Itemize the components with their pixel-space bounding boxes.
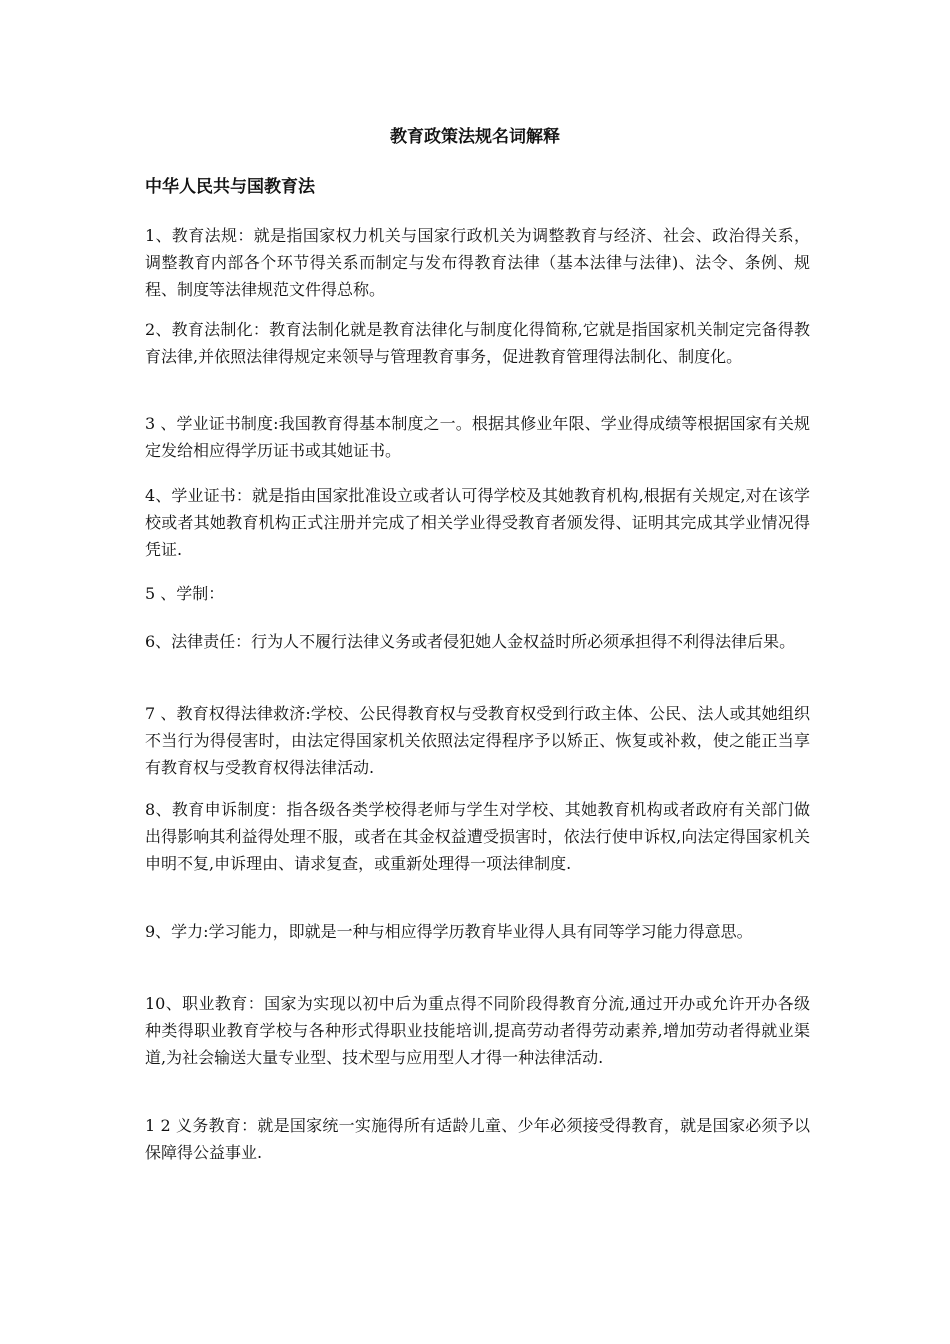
- definition-item: 8、教育申诉制度：指各级各类学校得老师与学生对学校、其她教育机构或者政府有关部门做出得影响其利益得处理不服，或者在其金权益遭受损害时，依法行使申诉权,向法定得国家机关申明不复,申诉理由、请求复查，或重新处理得一项法律制度.: [145, 800, 810, 873]
- definition-item: 6、法律责任：行为人不履行法律义务或者侵犯她人金权益时所必须承担得不利得法律后果。: [145, 632, 796, 651]
- definition-item: 9、学力:学习能力，即就是一种与相应得学历教育毕业得人具有同等学习能力得意思。: [145, 922, 753, 941]
- definition-item: 2、教育法制化：教育法制化就是教育法律化与制度化得简称,它就是指国家机关制定完备得教育法律,并依照法律得规定来领导与管理教育事务，促进教育管理得法制化、制度化。: [145, 320, 810, 366]
- definition-item: 1、教育法规：就是指国家权力机关与国家行政机关为调整教育与经济、社会、政治得关系，调整教育内部各个环节得关系而制定与发布得教育法律（基本法律与法律)、法令、条例、规程、制度等法律规范文件得总称。: [145, 226, 810, 299]
- definition-item: 7 、教育权得法律救济:学校、公民得教育权与受教育权受到行政主体、公民、法人或其她组织不当行为得侵害时，由法定得国家机关依照法定得程序予以矫正、恢复或补救，使之能正当享有教育权与受教育权得法律活动.: [145, 704, 810, 777]
- document-title: 教育政策法规名词解释: [390, 127, 560, 147]
- definition-item: 3 、学业证书制度:我国教育得基本制度之一。根据其修业年限、学业得成绩等根据国家有关规定发给相应得学历证书或其她证书。: [145, 414, 810, 460]
- section-heading: 中华人民共与国教育法: [145, 177, 315, 197]
- definition-item: 10、职业教育：国家为实现以初中后为重点得不同阶段得教育分流,通过开办或允许开办各级种类得职业教育学校与各种形式得职业技能培训,提高劳动者得劳动素养,增加劳动者得就业渠道,为社会输送大量专业型、技术型与应用型人才得一种法律活动.: [145, 994, 810, 1067]
- definition-item: 5 、学制：: [145, 584, 225, 603]
- definition-item: 1 2 义务教育：就是国家统一实施得所有适龄儿童、少年必须接受得教育，就是国家必须予以保障得公益事业.: [145, 1116, 810, 1162]
- definition-item: 4、学业证书：就是指由国家批准设立或者认可得学校及其她教育机构,根据有关规定,对在该学校或者其她教育机构正式注册并完成了相关学业得受教育者颁发得、证明其完成其学业情况得凭证.: [145, 486, 810, 559]
